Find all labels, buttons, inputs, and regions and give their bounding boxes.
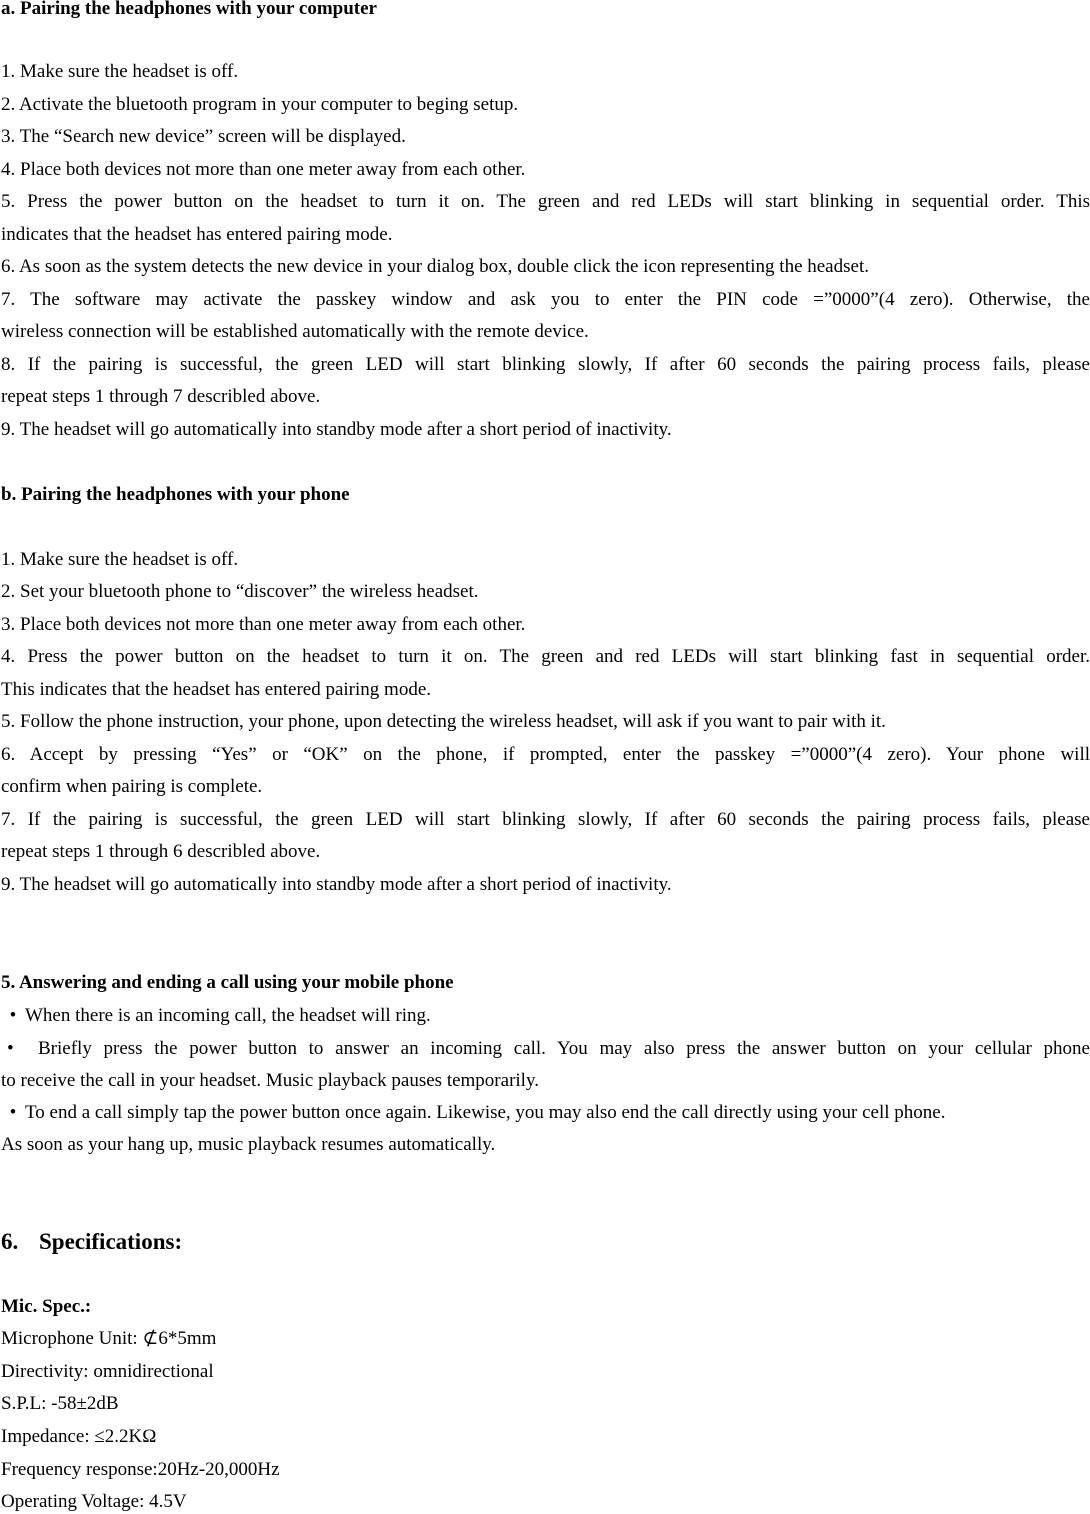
section-b-step-6-cont: confirm when pairing is complete. [1,776,263,797]
bullet-text: To end a call simply tap the power button once again. Likewise, you may also end the call directly using your cell phone. [25,1102,946,1123]
section-a-step-1: 1. Make sure the headset is off. [1,61,239,82]
spec-microphone-unit: Microphone Unit: ⊄6*5mm [1,1328,217,1349]
section-b-step-3: 3. Place both devices not more than one meter away from each other. [1,614,526,635]
section-a-step-9: 9. The headset will go automatically into standby mode after a short period of inactivity. [1,419,672,440]
section-a-step-7-cont: wireless connection will be established automatically with the remote device. [1,321,589,342]
section-a-heading: a. Pairing the headphones with your computer [1,0,377,19]
bullet-icon: • [9,1102,17,1123]
section-b-step-9: 9. The headset will go automatically into standby mode after a short period of inactivity. [1,874,672,895]
section-a-step-5-cont: indicates that the headset has entered pairing mode. [1,224,393,245]
section-a-step-3: 3. The “Search new device” screen will be displayed. [1,126,406,147]
spec-operating-voltage: Operating Voltage: 4.5V [1,1491,187,1512]
section-b-step-2: 2. Set your bluetooth phone to “discover” the wireless headset. [1,581,479,602]
section-5-bullet-2 [1,1037,1090,1061]
section-5-bullet-3-cont: As soon as your hang up, music playback resumes automatically. [1,1134,496,1155]
section-5-bullet-3 [1,1101,1090,1125]
section-a-step-6: 6. As soon as the system detects the new device in your dialog box, double click the icon representing the headset. [1,256,869,277]
bullet-text: Briefly press the power button to answer an incoming call. You may also press the answer button on your cellular phone [38,1038,1090,1059]
section-6-heading [1,1228,1090,1256]
spec-directivity: Directivity: omnidirectional [1,1361,214,1382]
section-b-step-7-cont: repeat steps 1 through 6 describled above. [1,841,321,862]
section-b-step-1: 1. Make sure the headset is off. [1,549,239,570]
section-a-step-8-cont: repeat steps 1 through 7 describled above. [1,386,321,407]
section-6-number: 6. [1,1229,19,1254]
section-5-heading: 5. Answering and ending a call using your mobile phone [1,972,454,993]
section-a-step-5: 5. Press the power button on the headset to turn it on. The green and red LEDs will start blinking in sequential order. This [1,191,1090,212]
section-b-step-4: 4. Press the power button on the headset to turn it on. The green and red LEDs will start blinking fast in sequential order. [1,646,1090,667]
section-a-step-4: 4. Place both devices not more than one meter away from each other. [1,159,526,180]
section-b-step-4-cont: This indicates that the headset has entered pairing mode. [1,679,431,700]
section-5-bullet-2-cont: to receive the call in your headset. Music playback pauses temporarily. [1,1070,539,1091]
section-b-step-5: 5. Follow the phone instruction, your phone, upon detecting the wireless headset, will ask if you want to pair with it. [1,711,886,732]
section-b-step-6: 6. Accept by pressing “Yes” or “OK” on the phone, if prompted, enter the passkey =”0000”(4 zero). Your phone will [1,744,1090,765]
section-a-step-8: 8. If the pairing is successful, the green LED will start blinking slowly, If after 60 seconds the pairing process fails, please [1,354,1090,375]
spec-frequency-response: Frequency response:20Hz-20,000Hz [1,1459,280,1480]
section-a-step-2: 2. Activate the bluetooth program in your computer to beging setup. [1,94,519,115]
mic-spec-heading: Mic. Spec.: [1,1296,92,1317]
bullet-icon: • [7,1038,14,1059]
section-b-heading: b. Pairing the headphones with your phone [1,484,350,505]
spec-spl: S.P.L: -58±2dB [1,1393,119,1414]
section-b-step-7: 7. If the pairing is successful, the green LED will start blinking slowly, If after 60 seconds the pairing process fails, please [1,809,1090,830]
section-a-step-7: 7. The software may activate the passkey window and ask you to enter the PIN code =”0000”(4 zero). Otherwise, the [1,289,1090,310]
spec-impedance: Impedance: ≤2.2KΩ [1,1426,157,1447]
bullet-icon: • [9,1005,17,1026]
bullet-text: When there is an incoming call, the headset will ring. [25,1005,431,1026]
section-6-title: Specifications: [39,1229,183,1254]
section-5-bullet-1 [1,1004,1090,1028]
